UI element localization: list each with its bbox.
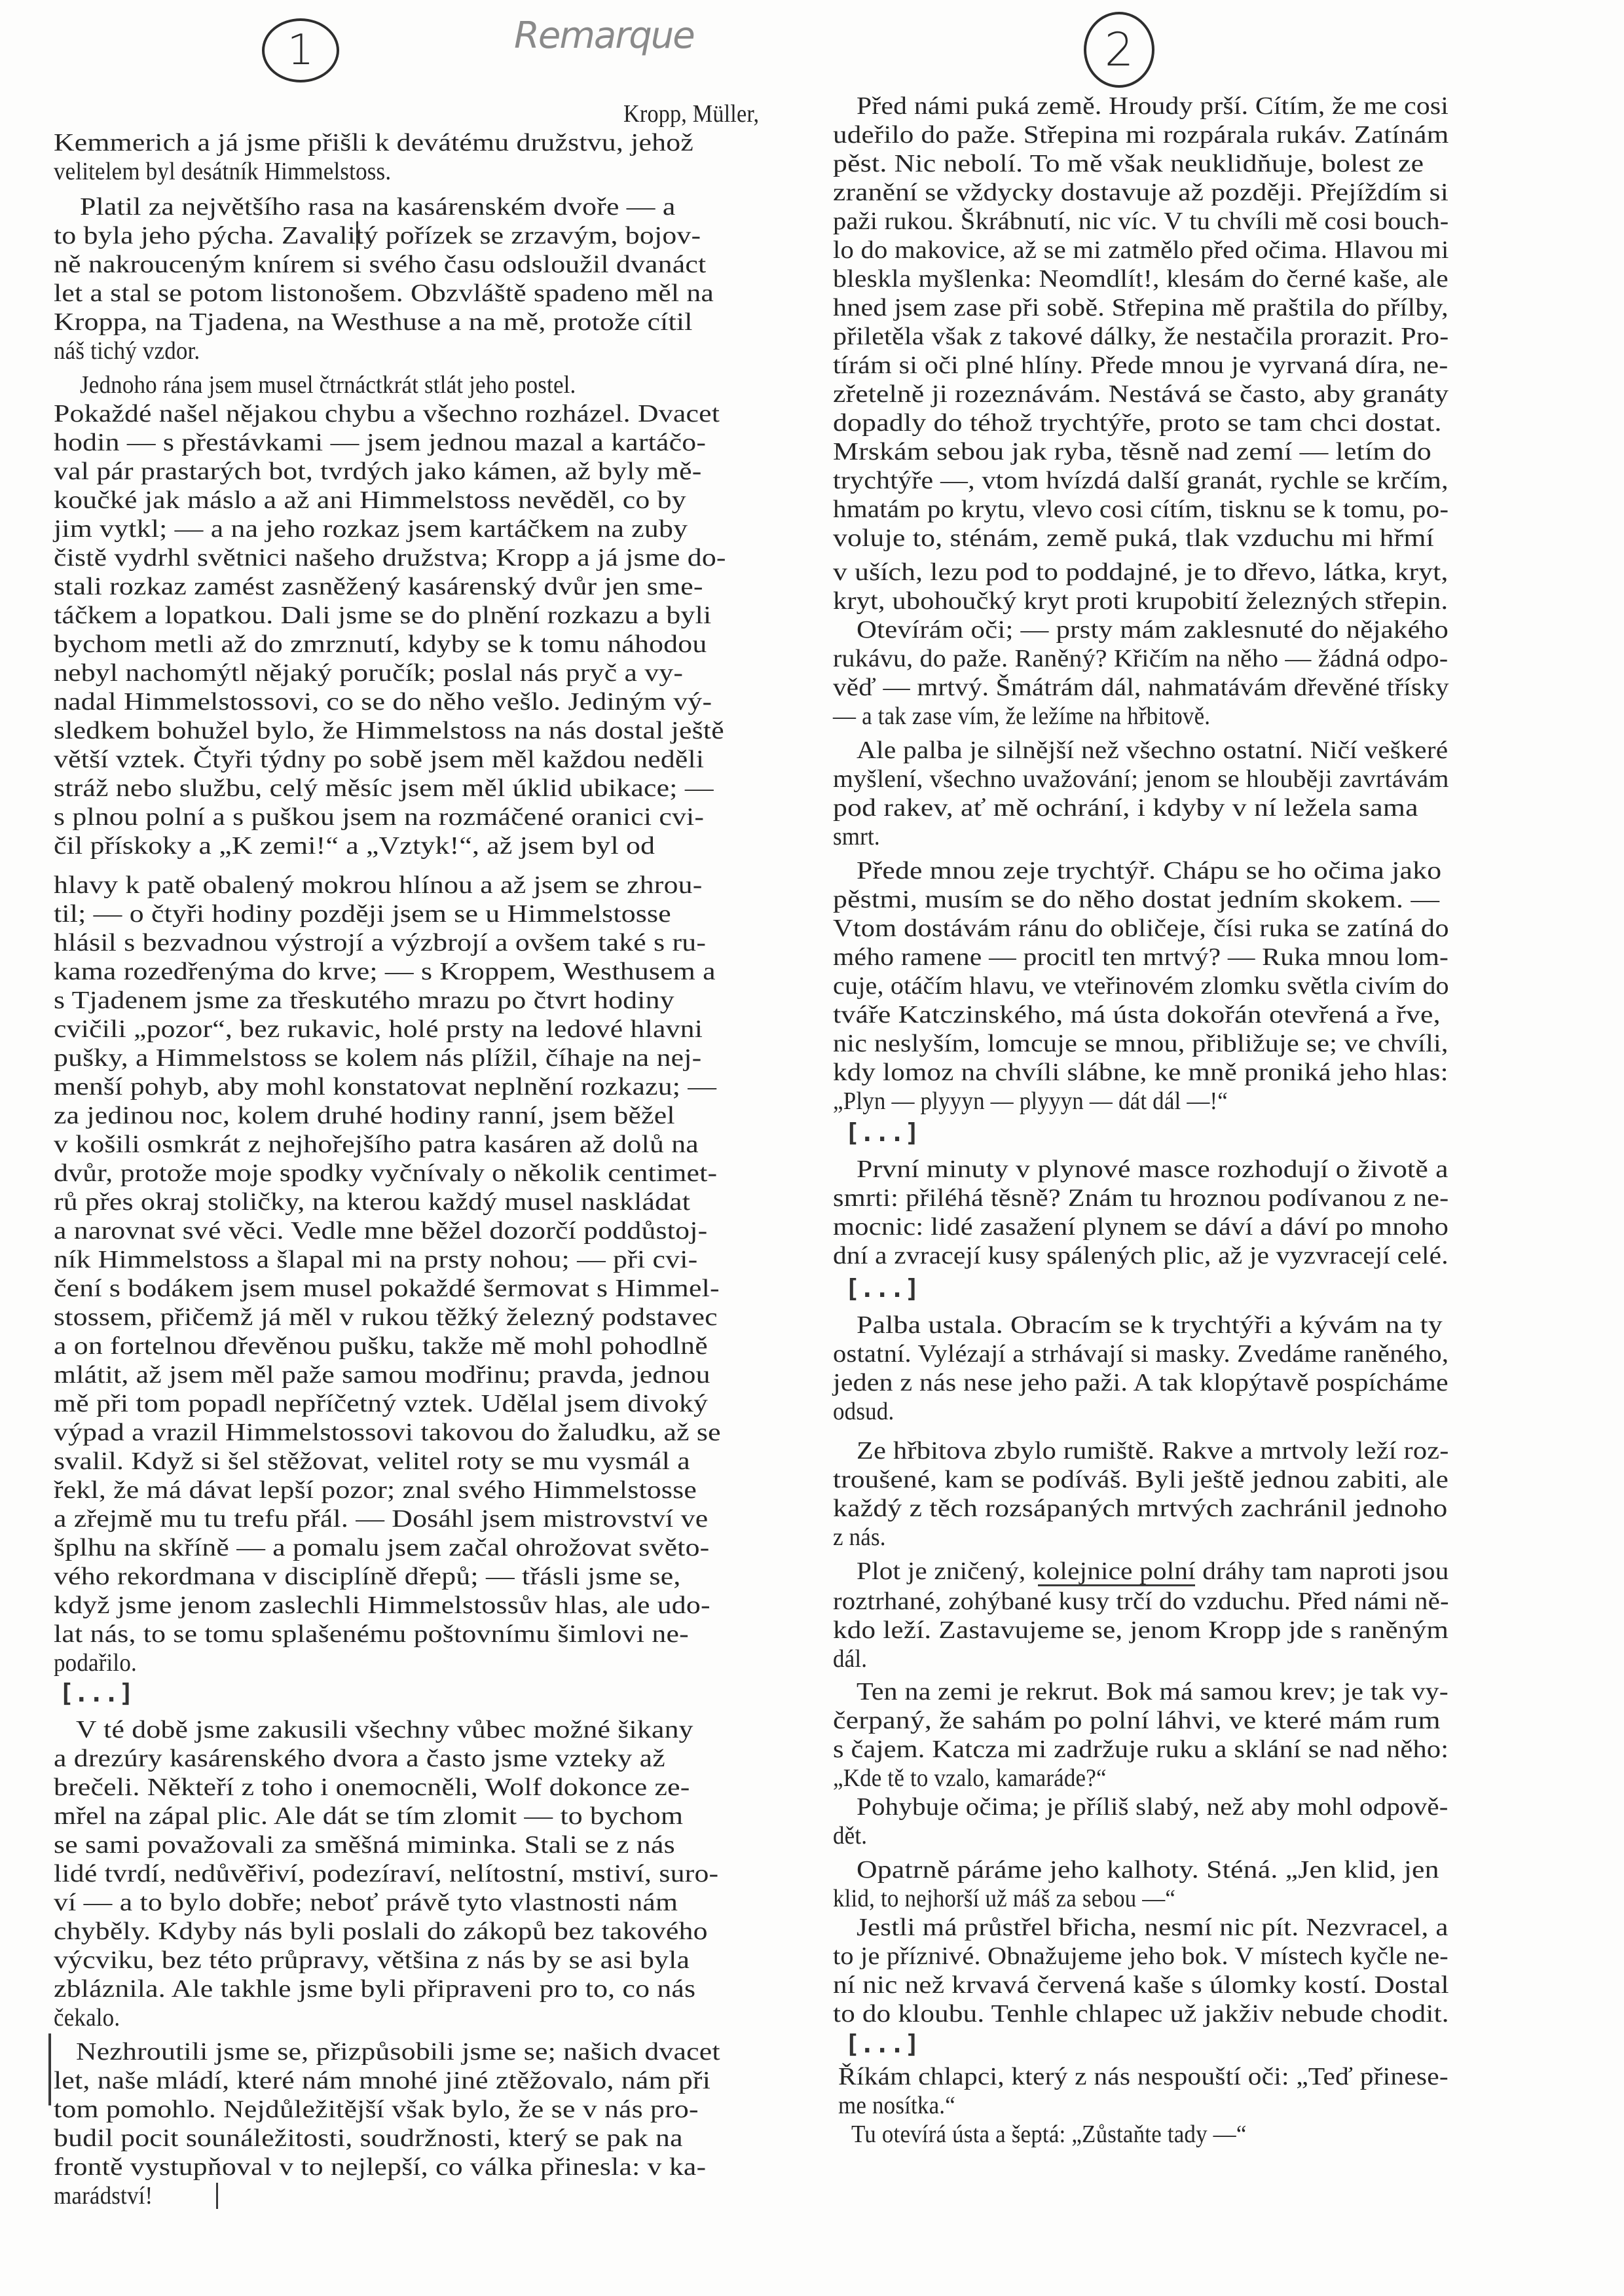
text-line: jeden z nás nese jeho paži. A tak klopýtavě pospícháme: [833, 1369, 1449, 1396]
text-line: Mrskám sebou jak ryba, těsně nad zemí — letím do: [833, 438, 1431, 465]
text-line: menší pohyb, aby mohl konstatovat neplnění rozkazu; —: [54, 1073, 717, 1101]
text-line: mlátit, až jsem měl paže samou modřinu; pravda, jednou: [54, 1361, 710, 1389]
text-line: lidé tvrdí, nedůvěřiví, podezíraví, nelítostní, mstiví, suro-: [54, 1860, 719, 1887]
text-line: Kropp, Müller,: [623, 100, 760, 128]
text-line: ník Himmelstoss a šlapal mi na prsty nohou; — při cvi-: [54, 1246, 698, 1273]
author-note-handwritten: Remarque: [514, 14, 694, 57]
text-line: Před námi puká země. Hroudy prší. Cítím, že me cosi: [857, 92, 1449, 120]
text-line: Pokaždé našel nějakou chybu a všechno rozházel. Dvacet: [54, 400, 720, 428]
text-line: mřel na zápal plic. Ale dát se tím zlomit — to bychom: [54, 1802, 684, 1830]
text-line: Ze hřbitova zbylo rumiště. Rakve a mrtvoly leží roz-: [857, 1437, 1449, 1465]
text-line: ostatní. Vylézají a strhávají si masky. Zvedáme raněného,: [833, 1340, 1449, 1368]
text-line: z nás.: [833, 1523, 886, 1551]
text-line: Jednoho rána jsem musel čtrnáctkrát stlát jeho postel.: [80, 371, 576, 399]
text-line: V té době jsme zakusili všechny vůbec možné šikany: [76, 1716, 693, 1743]
text-line: marádství!: [54, 2182, 153, 2210]
text-line: kdo leží. Zastavujeme se, jenom Kropp jde s raněným: [833, 1616, 1449, 1644]
omission-marker: [...]: [845, 2030, 920, 2058]
text-line: let, naše mládí, které nám mnohé jiné ztěžovalo, nám při: [54, 2067, 711, 2094]
text-line: rů přes okraj stoličky, na kterou každý musel naskládat: [54, 1188, 691, 1216]
text-line: se sami považovali za směšná miminka. Stali se z nás: [54, 1831, 675, 1859]
text-line: Jestli má průstřel břicha, nesmí nic pít. Nezvracel, a: [857, 1914, 1449, 1941]
text-line: Nezhroutili jsme se, přizpůsobili jsme se; našich dvacet: [76, 2038, 720, 2066]
omission-marker: [...]: [845, 1118, 920, 1147]
text-line: Říkám chlapci, který z nás nespouští oči: „Teď přinese-: [838, 2063, 1449, 2090]
text-line: voluje to, sténám, země puká, tlak vzduchu mi hřmí: [833, 524, 1435, 552]
text-line: přiletěla však z takové dálky, že nestačila prorazit. Pro-: [833, 323, 1449, 350]
text-line: „Plyn — plyyyn — plyyyn — dát dál —!“: [833, 1087, 1228, 1115]
text-line: v uších, lezu pod to poddajné, je to dřevo, látka, kryt,: [833, 558, 1449, 586]
text-line: nic neslyším, lomcuje se mnou, přibližuje se; ve chvíli,: [833, 1030, 1449, 1057]
text-line: čerpaný, že sahám po polní láhvi, ve které mám rum: [833, 1707, 1441, 1734]
text-line: Ten na zemi je rekrut. Bok má samou krev; je tak vy-: [857, 1678, 1449, 1705]
omission-marker: [...]: [59, 1679, 134, 1707]
text-line: dál.: [833, 1645, 868, 1673]
text-line: kryt, ubohoučký kryt proti krupobití železných střepin.: [833, 587, 1449, 615]
text-line: mého ramene — procitl ten mrtvý? — Ruka mnou lom-: [833, 943, 1449, 971]
text-line: hlásil s bezvadnou výstrojí a výzbrojí a ovšem také s ru-: [54, 929, 707, 957]
text-line: hlavy k patě obalený mokrou hlínou a až jsem se zhrou-: [54, 871, 703, 899]
text-line: val pár prastarých bot, tvrdých jako kámen, až byly mě-: [54, 458, 702, 485]
text-line: Vtom dostávám ránu do obličeje, čísi ruka se zatíná do: [833, 915, 1449, 942]
text-line: dní a zvracejí kusy spálených plic, až je vyzvracejí celé.: [833, 1242, 1449, 1269]
text-line: Opatrně páráme jeho kalhoty. Sténá. „Jen klid, jen: [857, 1856, 1439, 1884]
text-line: Plot je zničený, kolejnice polní dráhy tam naproti jsou: [857, 1558, 1449, 1585]
text-line: Kroppa, na Tjadena, na Westhuse a na mě, protože cítil: [54, 308, 693, 336]
page-number-2-circle: [1084, 12, 1154, 88]
text-line: to byla jeho pýcha. Zavalitý pořízek se zrzavým, bojov-: [54, 222, 701, 249]
text-line: bychom metli až do zmrznutí, kdyby se k tomu náhodou: [54, 630, 707, 658]
text-line: pěstmi, musím se do něho dostat jedním skokem. —: [833, 886, 1440, 913]
text-line: velitelem byl desátník Himmelstoss.: [54, 158, 392, 185]
text-line: dopadly do téhož trychtýře, proto se tam chci dostat.: [833, 409, 1442, 437]
text-line: tom pomohlo. Nejdůležitější však bylo, že se v nás pro-: [54, 2096, 699, 2123]
text-line: dět.: [833, 1822, 868, 1850]
text-line: brečeli. Někteří z toho i onemocněli, Wolf dokonce ze-: [54, 1774, 690, 1801]
text-line: stráž nebo službu, celý měsíc jsem měl úklid ubikace; —: [54, 774, 714, 802]
text-line: koučké jak máslo a až ani Himmelstoss nevěděl, co by: [54, 486, 686, 514]
text-line: dvůr, protože moje spodky vyčnívaly o několik centimet-: [54, 1159, 718, 1187]
text-line: hned jsem zase při sobě. Střepina mě praštila do přílby,: [833, 294, 1449, 321]
text-line: lo do makovice, až se mi zatmělo před očima. Hlavou mi: [833, 236, 1449, 264]
text-line: trychtýře —, vtom hvízdá další granát, rychle se krčím,: [833, 467, 1449, 494]
text-line: Otevírám oči; — prsty mám zaklesnuté do nějakého: [857, 616, 1449, 644]
text-line: za jedinou noc, kolem druhé hodiny ranní, jsem běžel: [54, 1102, 675, 1129]
text-line: výcviku, bez této průpravy, většina z nás by se asi byla: [54, 1946, 690, 1974]
text-line: — a tak zase vím, že ležíme na hřbitově.: [833, 702, 1211, 730]
text-line: s plnou polní a s puškou jsem na rozmáčené oranici cvi-: [54, 803, 705, 831]
text-line: čení s bodákem jsem musel pokaždé šermovat s Himmel-: [54, 1275, 720, 1302]
text-line: tírám si oči plné hlíny. Přede mnou je vyrvaná díra, ne-: [833, 352, 1449, 379]
text-line: klid, to nejhorší už máš za sebou —“: [833, 1885, 1176, 1912]
text-line: čistě vydrhl světnici našeho družstva; Kropp a já jsme do-: [54, 544, 726, 572]
text-line: ně nakrouceným knírem si svého času odsloužil dvanáct: [54, 251, 707, 278]
text-line: troušené, kam se podíváš. Byli ještě jednou zabiti, ale: [833, 1466, 1449, 1493]
text-line: cvičili „pozor“, bez rukavic, holé prsty na ledové hlavni: [54, 1015, 703, 1043]
text-line: „Kde tě to vzalo, kamaráde?“: [833, 1764, 1107, 1792]
text-line: věď — mrtvý. Šmátrám dál, nahmatávám dřevěné třísky: [833, 674, 1449, 701]
text-line: táčkem a lopatkou. Dali jsme se do plnění rozkazu a byli: [54, 602, 712, 629]
text-line: odsud.: [833, 1398, 895, 1425]
text-line: v košili osmkrát z nejhořejšího patra kasáren až dolů na: [54, 1131, 699, 1158]
text-line: bleskla myšlenka: Neomdlít!, klesám do černé kaše, ale: [833, 265, 1449, 293]
text-line: vého rekordmana v disciplíně dřepů; — třásli jsme se,: [54, 1563, 681, 1590]
text-line: hodin — s přestávkami — jsem jednou mazal a kartáčo-: [54, 429, 707, 456]
text-line: nadal Himmelstossovi, co se do něho vešlo. Jediným vý-: [54, 688, 712, 716]
text-line: paži rukou. Škrábnutí, nic víc. V tu chvíli mě cosi bouch-: [833, 208, 1449, 235]
text-line: smrti: přiléhá těsně? Znám tu hroznou podívanou z ne-: [833, 1184, 1449, 1212]
text-line: udeřilo do paže. Střepina mi rozpárala rukáv. Zatínám: [833, 121, 1449, 149]
text-line: zřetelně ji rozeznávám. Nestává se často, aby granáty: [833, 380, 1449, 408]
text-line: zbláznila. Ale takhle jsme byli připraveni pro to, co nás: [54, 1975, 696, 2003]
pen-vertical-mark: [216, 2183, 218, 2209]
text-line: mě při tom popadl nepříčetný vztek. Udělal jsem divoký: [54, 1390, 709, 1417]
text-line: když jsme jenom zaslechli Himmelstossův hlas, ale udo-: [54, 1592, 710, 1619]
text-line: tváře Katczinského, má ústa dokořán otevřená a řve,: [833, 1001, 1441, 1029]
text-line: roztrhané, zohýbané kusy trčí do vzduchu. Před námi ně-: [833, 1588, 1449, 1615]
text-line: výpad a vrazil Himmelstossovi takovou do žaludku, až se: [54, 1419, 721, 1446]
text-line: kdy lomoz na chvíli slábne, ke mně proniká jeho hlas:: [833, 1059, 1449, 1086]
text-line: sledkem bohužel bylo, že Himmelstoss na nás dostal ještě: [54, 717, 724, 744]
text-line: zranění se vždycky dostavuje až později. Přejíždím si: [833, 179, 1449, 206]
text-line: let a stal se potom listonošem. Obzvláště spadeno měl na: [54, 280, 714, 307]
text-line: větší vztek. Čtyři týdny po sobě jsem měl každou neděli: [54, 746, 705, 773]
text-line: kama rozedřenýma do krve; — s Kroppem, Westhusem a: [54, 958, 716, 985]
omission-marker: [...]: [845, 1274, 920, 1303]
text-line: smrt.: [833, 823, 880, 850]
text-line: šplhu na skříně — a pomalu jsem začal ohrožovat světo-: [54, 1534, 710, 1561]
text-line: hmatám po krytu, vlevo cosi cítím, tisknu se k tomu, po-: [833, 496, 1449, 523]
text-line: nebyl nachomýtl nějaký poručík; poslal nás pryč a vy-: [54, 659, 684, 687]
text-line: čekalo.: [54, 2004, 120, 2032]
text-line: ví — a to bylo dobře; neboť právě tyto vlastnosti nám: [54, 1889, 678, 1916]
text-line: Tu otevírá ústa a šeptá: „Zůstaňte tady —“: [851, 2121, 1247, 2148]
text-line: to je příznivé. Obnažujeme jeho bok. V místech kyčle ne-: [833, 1942, 1449, 1970]
page-number-1: 1: [287, 26, 314, 75]
text-line: myšlení, všechno uvažování; jenom se hlouběji zavrtávám: [833, 765, 1449, 793]
text-line: a on fortelnou dřevěnou pušku, takže mě mohl pohodlně: [54, 1332, 708, 1360]
text-line: Palba ustala. Obracím se k trychtýři a kývám na ty: [857, 1311, 1443, 1339]
text-line: Kemmerich a já jsme přišli k devátému družstvu, jehož: [54, 129, 693, 156]
text-line: me nosítka.“: [838, 2092, 955, 2119]
text-line: s čajem. Katcza mi zadržuje ruku a sklání se nad něho:: [833, 1736, 1449, 1763]
page-number-2: 2: [1104, 23, 1134, 77]
page-number-1-circle: [262, 18, 339, 82]
text-line: jim vytkl; — a na jeho rozkaz jsem kartáčkem na zuby: [54, 515, 688, 543]
pen-vertical-mark: [48, 2033, 51, 2105]
text-line: ní nic než krvavá červená kaše s úlomky kostí. Dostal: [833, 1971, 1449, 1999]
text-line: Ale palba je silnější než všechno ostatní. Ničí veškeré: [857, 737, 1449, 764]
text-line: a drezúry kasárenského dvora a často jsme vzteky až: [54, 1745, 665, 1772]
text-line: a zřejmě mu tu trefu přál. — Dosáhl jsem mistrovství ve: [54, 1505, 709, 1533]
text-line: chyběly. Kdyby nás byli poslali do zákopů bez takového: [54, 1918, 708, 1945]
text-line: budil pocit sounáležitosti, soudržnosti, který se pak na: [54, 2124, 683, 2152]
text-line: každý z těch rozsápaných mrtvých zachránil jednoho: [833, 1495, 1448, 1522]
text-line: rukávu, do paže. Raněný? Křičím na něho — žádná odpo-: [833, 645, 1449, 672]
text-line: cuje, otáčím hlavu, ve vteřinovém zlomku světla civím do: [833, 972, 1449, 1000]
text-line: mocnic: lidé zasažení plynem se dáví a dáví po mnoho: [833, 1213, 1449, 1241]
text-line: til; — o čtyři hodiny později jsem se u Himmelstosse: [54, 900, 671, 928]
text-line: a narovnat své věci. Vedle mne běžel dozorčí poddůstoj-: [54, 1217, 708, 1245]
text-line: Pohybuje očima; je příliš slabý, než aby mohl odpově-: [857, 1793, 1449, 1821]
text-line: První minuty v plynové masce rozhodují o životě a: [857, 1156, 1449, 1183]
text-line: stali rozkaz zamést zasněžený kasárenský dvůr jen sme-: [54, 573, 703, 600]
text-line: pod rakev, ať mě ochrání, i kdyby v ní ležela sama: [833, 794, 1418, 822]
text-line: náš tichý vzdor.: [54, 337, 200, 365]
text-line: Přede mnou zeje trychtýř. Chápu se ho očima jako: [857, 857, 1442, 884]
text-line: svalil. Když si šel stěžovat, velitel roty se mu vysmál a: [54, 1448, 690, 1475]
text-line: řekl, že má dávat lepší pozor; znal svého Himmelstosse: [54, 1476, 697, 1504]
text-line: stossem, přičemž já měl v rukou těžký železný podstavec: [54, 1303, 718, 1331]
text-line: pušky, a Himmelstoss se kolem nás plížil, číhaje na nej-: [54, 1044, 702, 1072]
text-line: frontě vystupňoval v to nejlepší, co válka přinesla: v ka-: [54, 2153, 707, 2181]
text-line: čil přískoky a „K zemi!“ a „Vztyk!“, až jsem byl od: [54, 832, 655, 860]
text-line: s Tjadenem jsme za třeskutého mrazu po čtvrt hodiny: [54, 987, 674, 1014]
text-line: podařilo.: [54, 1649, 137, 1677]
text-line: pěst. Nic nebolí. To mě však neuklidňuje, bolest ze: [833, 150, 1424, 177]
text-line: Platil za největšího rasa na kasárenském dvoře — a: [80, 193, 676, 221]
text-line: lat nás, to se tomu splašenému poštovnímu šimlovi ne-: [54, 1620, 689, 1648]
text-line: to do kloubu. Tenhle chlapec už jakživ nebude chodit.: [833, 2000, 1449, 2028]
